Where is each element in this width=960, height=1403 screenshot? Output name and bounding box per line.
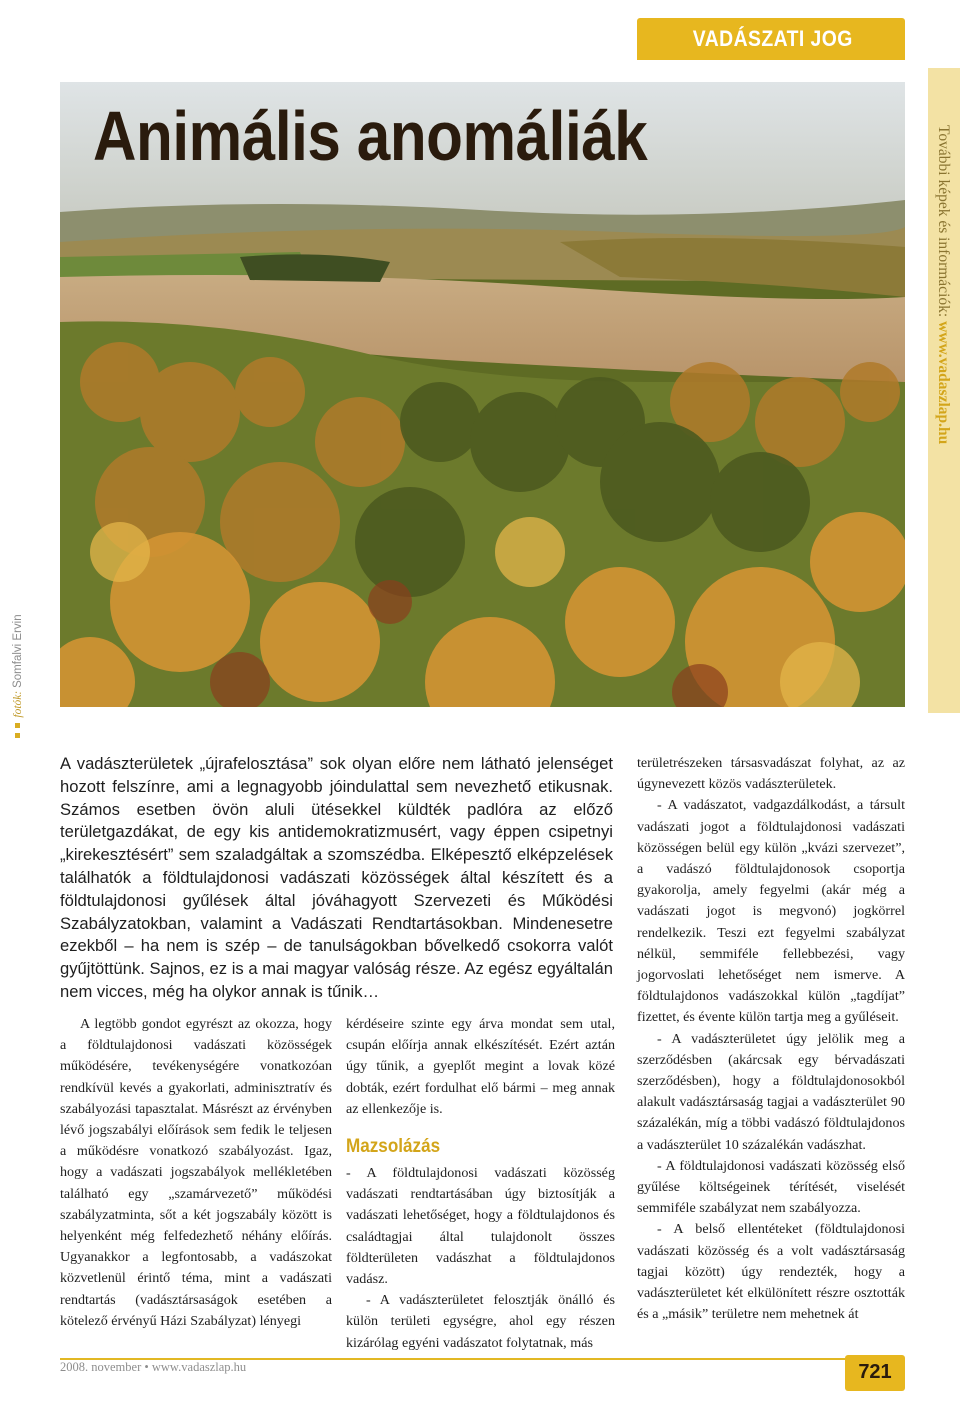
- body-paragraph: kérdéseire szinte egy árva mondat sem utal, csupán előírja annak elkészítését. Ezért aztán úgy tűnik, a gyeplőt megint a lovak közé dobták, ezért fordulhat elő bármi – meg annak az ellenkezője is.: [346, 1016, 615, 1117]
- section-label: VADÁSZATI JOG: [693, 26, 853, 51]
- body-column-2: [346, 1014, 615, 1354]
- body-paragraph: - A vadászterületet felosztják önálló és külön területi egységre, ahol egy részen kizárólag egyéni vadászatot folytatnak, más: [346, 1292, 615, 1351]
- footer-issue: [60, 1360, 246, 1375]
- body-paragraph: - A vadászterületet úgy jelölik meg a szerződésben (akárcsak egy bérvadászati szerződésben), hogy a földtulajdonosokból alakult vadásztársaság tagjai a vadászterület 90 százalékán, míg a többi vadászó földtulajdonos a vadászterület 10 százalékán vadászhat.: [637, 1030, 905, 1153]
- body-paragraph: A legtöbb gondot egyrészt az okozza, hogy a földtulajdonosi vadászati közösségek működésére, tevékenységére vonatkozóan rendkívül kevés a gyakorlati, adminisztratív és szabályozási tapasztalat. Másrészt az érvényben lévő jogszabályi előírások sem fedik le teljesen a működésre vonatkozó szabályozást. Igaz, hogy a vadászati jogszabályok mellékletében található egy „szamárvezető” működési szabályzatminta, sőt a két jogszabály között is helyenként még felfedezhető néhány előírás. Ugyanakkor a legfontosabb, a vadászokat közvetlenül érintő téma, mint a vadászati rendtartás (vadásztársaságok esetében a kötelező érvényű Házi Szabályzat) lényegi: [60, 1016, 332, 1329]
- footer-url[interactable]: www.vadaszlap.hu: [151, 1360, 247, 1374]
- credit-name: Somfalvi Ervin: [12, 614, 24, 688]
- article-title: Animális anomáliák: [93, 97, 648, 175]
- footer-separator: •: [144, 1360, 149, 1374]
- credit-label: fotók:: [12, 687, 24, 718]
- side-note-text: További képek és információk:: [935, 125, 952, 322]
- photo-credit: [12, 603, 42, 738]
- body-column-3: [637, 753, 905, 1325]
- subheading: Mazsolázás: [346, 1136, 441, 1158]
- page-number-badge: [845, 1355, 905, 1391]
- credit-square-icon: [16, 733, 21, 738]
- body-column-1: [60, 1014, 332, 1332]
- section-tag: [637, 18, 905, 60]
- body-paragraph: - A vadászatot, vadgazdálkodást, a társult vadászati jogot a földtulajdonosi vadászati közösségen belül egy külön „kvázi szervezet”, a vadászó földtulajdonosok csoportja gyakorolja, amely fegyelmi (akár még a vadászati jogot is megvonó) jogkörrel rendelkezik. Teszi ezt fegyelmi szabályzat nélkül, semmiféle fellebbezési, vagy jogorvoslati lehetőséget nem ismerve. A földtulajdonos vadászokkal külön „tagdíjat” fizettet, és évente külön tartja meg a gyűléseit.: [637, 797, 905, 1026]
- credit-square-icon: [16, 723, 21, 728]
- issue-date: 2008. november: [60, 1360, 142, 1374]
- body-paragraph: területrészeken társasvadászat folyhat, az az úgynevezett közös vadászterületek.: [637, 755, 905, 793]
- body-paragraph: - A földtulajdonosi vadászati közösség vadászati rendtartásában úgy biztosítják a vadászati lehetőséget, hogy a földtulajdonos és családtagjai által tulajdonolt összes földterületen vadászhat a földtulajdonos vadász.: [346, 1165, 615, 1288]
- body-paragraph: - A belső ellentéteket (földtulajdonosi vadászati közösség és a volt vadásztársaság tagjai között) úgy rendezték, hogy a vadászterületet két elkülönített részre osztották és a „másik” területre nem mehetnek át: [637, 1221, 905, 1323]
- side-note-url[interactable]: www.vadaszlap.hu: [935, 321, 952, 445]
- article-lead: A vadászterületek „újrafelosztása” sok olyan előre nem látható jelenséget hozott felszínre, ami a legnagyobb jóindulattal sem nevezhető etikusnak. Számos esetben övön aluli ütésekkel küldték padlóra az előző területgazdákat, de egy kis antidemokratizmusért, vagy éppen csipetnyi „kirekesztésért” sem szaladgáltak a szomszédba. Elképesztő elképzelések találhatók a földtulajdonosi vadászati közösségek által készített és a földtulajdonosi gyűlések által jóváhagyott Szervezeti és Működési Szabályzatokban, valamint a Vadászati Rendtartásokban. Mindenesetre ezekből – ha nem is szép – de tanulságokban bővelkedő csokorra valót gyűjtöttünk. Sajnos, ez is a mai magyar valóság része. Az egész egyáltalán nem vicces, még ha olykor annak is tűnik…: [60, 754, 613, 1001]
- page-number: 721: [858, 1361, 892, 1383]
- side-note: [930, 125, 952, 685]
- body-paragraph: - A földtulajdonosi vadászati közösség első gyűlése költségeinek térítését, viselését semmiféle szabályzat nem szabályozza.: [637, 1157, 905, 1217]
